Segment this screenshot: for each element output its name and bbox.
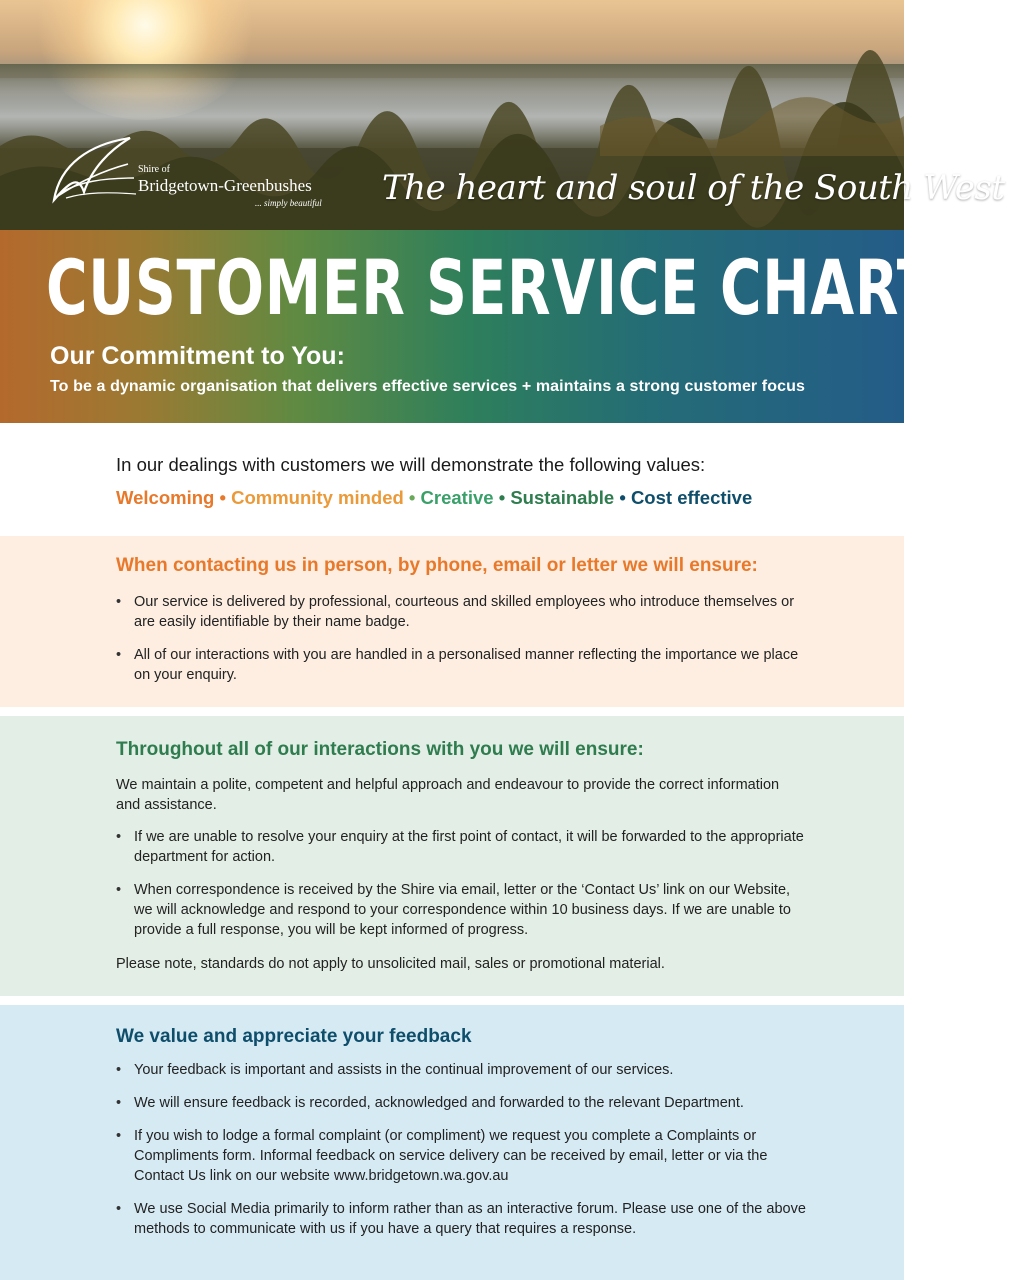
title-band [0, 230, 1020, 423]
contact-bullet-list [116, 592, 806, 698]
feedback-section [0, 1005, 904, 1280]
interaction-note: Please note, standards do not apply to unsolicited mail, sales or promotional material. [116, 956, 665, 972]
list-item: • When correspondence is received by the Shire via email, letter or the ‘Contact Us’ link on our Website, we will acknowledge and respond to your correspondence within 10 business days. If we are unable to provide a full response, you will be kept informed of progress. [116, 880, 806, 940]
list-item: • Our service is delivered by professional, courteous and skilled employees who introduce themselves or are easily identifiable by their name badge. [116, 592, 806, 632]
commitment-heading: Our Commitment to You: [50, 342, 345, 370]
value-sustainable: Sustainable [510, 487, 615, 508]
commitment-statement: To be a dynamic organisation that delivers effective services + maintains a strong customer focus [50, 378, 805, 395]
value-creative: Creative [420, 487, 494, 508]
shire-logo [50, 134, 350, 214]
hero-photo [0, 0, 1005, 230]
value-community-minded: Community minded [231, 487, 404, 508]
value-separator: • [219, 487, 226, 508]
contact-heading: When contacting us in person, by phone, email or letter we will ensure: [116, 555, 758, 576]
contact-section [0, 536, 904, 707]
interaction-heading: Throughout all of our interactions with you we will ensure: [116, 739, 644, 760]
list-item: • We will ensure feedback is recorded, acknowledged and forwarded to the relevant Department. [116, 1093, 806, 1113]
feedback-bullet-list [116, 1060, 806, 1252]
value-separator: • [408, 487, 416, 508]
hero-slogan: The heart and soul of the South West [382, 168, 1005, 208]
feedback-heading: We value and appreciate your feedback [116, 1026, 472, 1047]
interaction-intro: We maintain a polite, competent and helpful approach and endeavour to provide the correct information and assistance. [116, 777, 780, 813]
list-item: • Your feedback is important and assists in the continual improvement of our services. [116, 1060, 806, 1080]
value-cost-effective: Cost effective [630, 487, 753, 508]
logo-shire-of: Shire of [138, 164, 170, 175]
value-separator: • [498, 487, 506, 508]
value-welcoming: Welcoming [116, 487, 215, 508]
values-section [0, 423, 904, 536]
interaction-bullet-list [116, 827, 806, 953]
value-separator: • [619, 487, 626, 508]
values-list [116, 487, 752, 509]
interaction-section [0, 716, 904, 996]
list-item: • If we are unable to resolve your enquiry at the first point of contact, it will be forwarded to the appropriate department for action. [116, 827, 806, 867]
page-title: CUSTOMER SERVICE CHARTER [46, 243, 1020, 332]
logo-tagline: ... simply beautiful [255, 198, 322, 208]
list-item: • If you wish to lodge a formal complaint (or compliment) we request you complete a Complaints or Compliments form. Informal feedback on service delivery can be received by email, letter or via the Contact Us link on our website www.bridgetown.wa.gov.au [116, 1126, 806, 1186]
logo-shire-name: Bridgetown-Greenbushes [138, 176, 312, 195]
leaf-swoosh-logo-icon [50, 134, 140, 206]
list-item: • All of our interactions with you are handled in a personalised manner reflecting the importance we place on your enquiry. [116, 645, 806, 685]
list-item: • We use Social Media primarily to inform rather than as an interactive forum. Please use one of the above methods to communicate with us if you have a query that requires a response. [116, 1199, 806, 1239]
values-intro: In our dealings with customers we will demonstrate the following values: [116, 454, 706, 475]
